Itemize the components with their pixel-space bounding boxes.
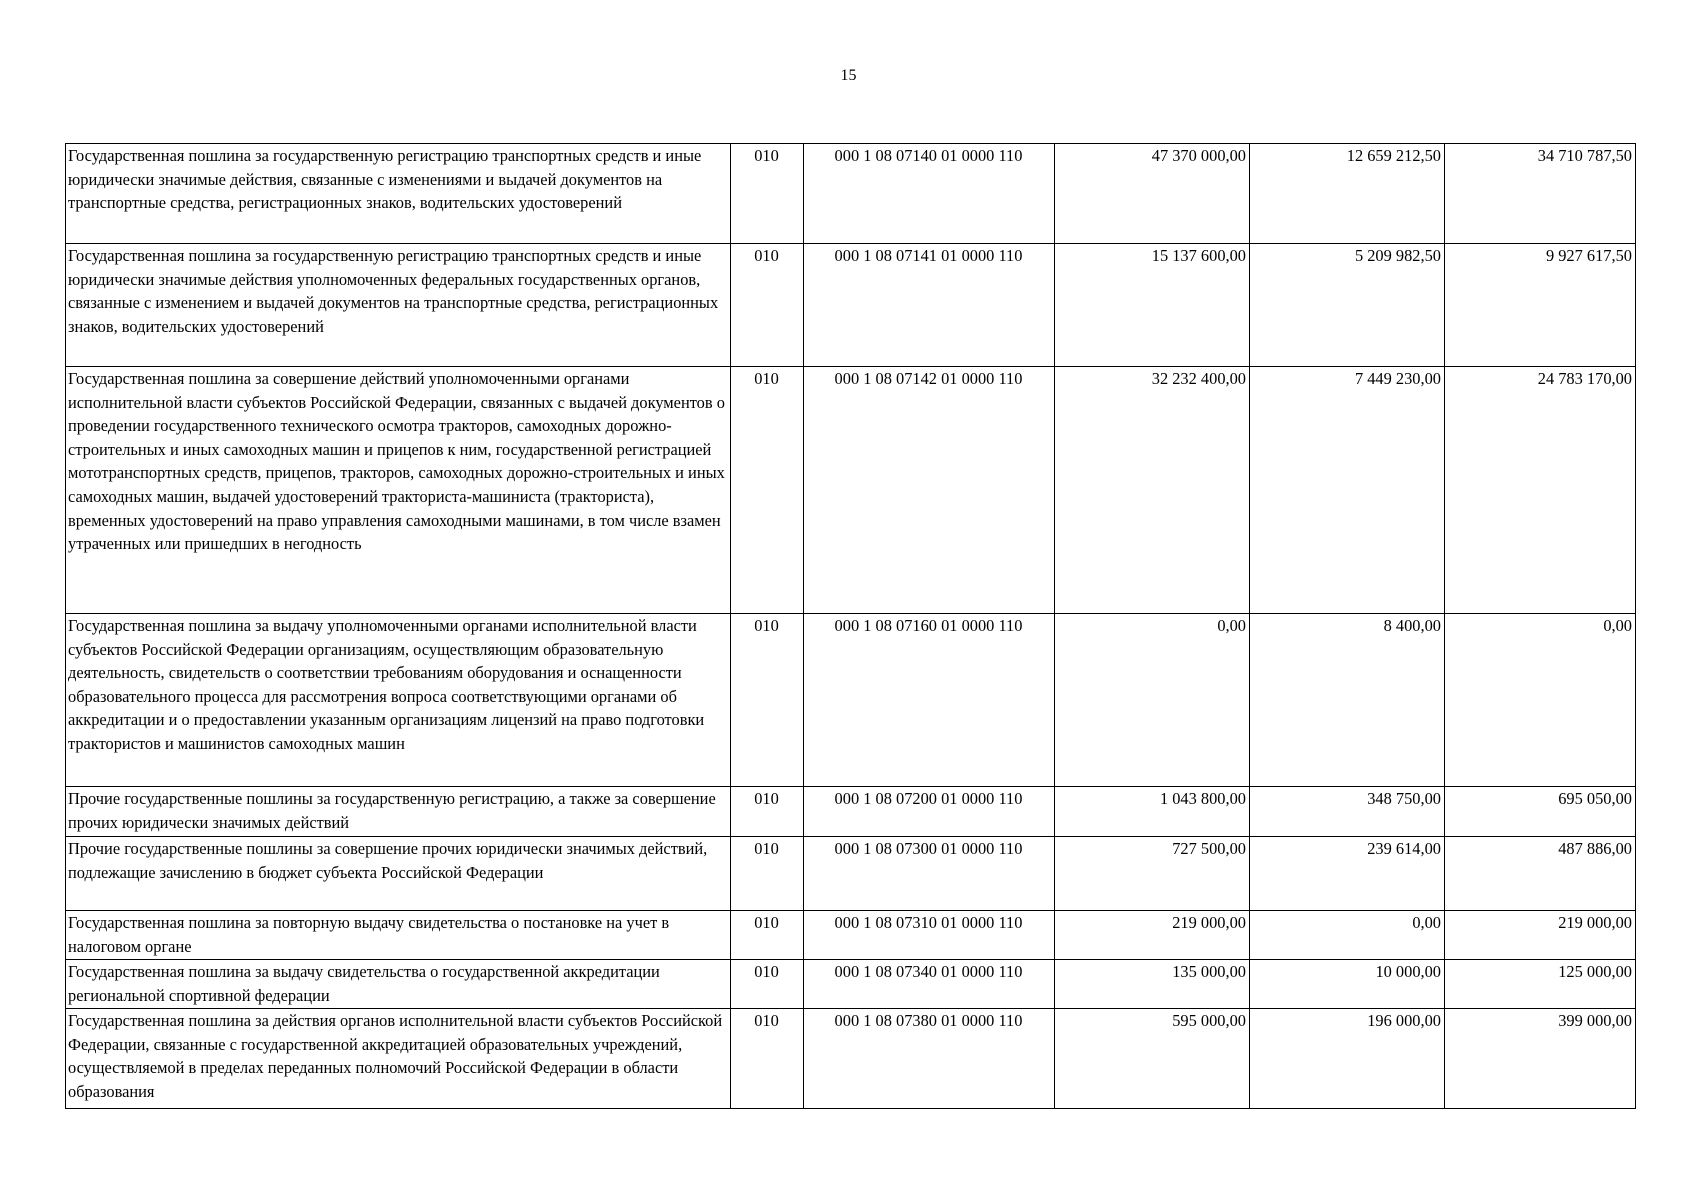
executed-amount-cell: 7 449 230,00 bbox=[1250, 367, 1445, 614]
approved-amount-cell: 32 232 400,00 bbox=[1055, 367, 1250, 614]
classification-code-cell: 000 1 08 07310 01 0000 110 bbox=[804, 911, 1055, 960]
revenue-name-cell: Государственная пошлина за действия органов исполнительной власти субъектов Российской Федерации, связанные с государственной аккредитацией образовательных учреждений, осуществляемой в пределах переданных полномочий Российской Федерации в области образования bbox=[66, 1009, 731, 1109]
unexecuted-amount-cell: 9 927 617,50 bbox=[1445, 244, 1636, 367]
classification-code-cell: 000 1 08 07160 01 0000 110 bbox=[804, 614, 1055, 787]
unexecuted-amount-cell: 695 050,00 bbox=[1445, 787, 1636, 837]
unexecuted-amount-cell: 125 000,00 bbox=[1445, 960, 1636, 1009]
approved-amount-cell: 727 500,00 bbox=[1055, 837, 1250, 911]
revenue-name-cell: Государственная пошлина за государственную регистрацию транспортных средств и иные юридически значимые действия уполномоченных федеральных государственных органов, связанные с изменением и выдачей документов на транспортные средства, регистрационных знаков, водительских удостоверений bbox=[66, 244, 731, 367]
unexecuted-amount-cell: 399 000,00 bbox=[1445, 1009, 1636, 1109]
classification-code-cell: 000 1 08 07300 01 0000 110 bbox=[804, 837, 1055, 911]
table-row bbox=[66, 1009, 1636, 1109]
revenue-name-cell: Прочие государственные пошлины за государственную регистрацию, а также за совершение прочих юридически значимых действий bbox=[66, 787, 731, 837]
executed-amount-cell: 5 209 982,50 bbox=[1250, 244, 1445, 367]
classification-code-cell: 000 1 08 07141 01 0000 110 bbox=[804, 244, 1055, 367]
line-code-cell: 010 bbox=[731, 911, 804, 960]
approved-amount-cell: 219 000,00 bbox=[1055, 911, 1250, 960]
table-row bbox=[66, 837, 1636, 911]
unexecuted-amount-cell: 487 886,00 bbox=[1445, 837, 1636, 911]
classification-code-cell: 000 1 08 07142 01 0000 110 bbox=[804, 367, 1055, 614]
table-row bbox=[66, 144, 1636, 244]
approved-amount-cell: 135 000,00 bbox=[1055, 960, 1250, 1009]
revenue-name-cell: Прочие государственные пошлины за совершение прочих юридически значимых действий, подлежащие зачислению в бюджет субъекта Российской Федерации bbox=[66, 837, 731, 911]
approved-amount-cell: 1 043 800,00 bbox=[1055, 787, 1250, 837]
table-row bbox=[66, 244, 1636, 367]
classification-code-cell: 000 1 08 07340 01 0000 110 bbox=[804, 960, 1055, 1009]
line-code-cell: 010 bbox=[731, 614, 804, 787]
line-code-cell: 010 bbox=[731, 837, 804, 911]
unexecuted-amount-cell: 0,00 bbox=[1445, 614, 1636, 787]
revenue-name-cell: Государственная пошлина за выдачу уполномоченными органами исполнительной власти субъектов Российской Федерации организациям, осуществляющим образовательную деятельность, свидетельств о соответствии требованиям оборудования и оснащенности образовательного процесса для рассмотрения вопроса соответствующими органами об аккредитации и о предоставлении указанным организациям лицензий на право подготовки трактористов и машинистов самоходных машин bbox=[66, 614, 731, 787]
executed-amount-cell: 12 659 212,50 bbox=[1250, 144, 1445, 244]
table-row bbox=[66, 614, 1636, 787]
line-code-cell: 010 bbox=[731, 367, 804, 614]
revenue-name-cell: Государственная пошлина за совершение действий уполномоченными органами исполнительной власти субъектов Российской Федерации, связанных с выдачей документов о проведении государственного технического осмотра тракторов, самоходных дорожно-строительных и иных самоходных машин и прицепов к ним, государственной регистрацией мототранспортных средств, прицепов, тракторов, самоходных дорожно-строительных и иных самоходных машин, выдачей удостоверений тракториста-машиниста (тракториста), временных удостоверений на право управления самоходными машинами, в том числе взамен утраченных или пришедших в негодность bbox=[66, 367, 731, 614]
approved-amount-cell: 47 370 000,00 bbox=[1055, 144, 1250, 244]
line-code-cell: 010 bbox=[731, 787, 804, 837]
unexecuted-amount-cell: 219 000,00 bbox=[1445, 911, 1636, 960]
unexecuted-amount-cell: 24 783 170,00 bbox=[1445, 367, 1636, 614]
revenue-name-cell: Государственная пошлина за выдачу свидетельства о государственной аккредитации региональной спортивной федерации bbox=[66, 960, 731, 1009]
classification-code-cell: 000 1 08 07380 01 0000 110 bbox=[804, 1009, 1055, 1109]
approved-amount-cell: 595 000,00 bbox=[1055, 1009, 1250, 1109]
executed-amount-cell: 0,00 bbox=[1250, 911, 1445, 960]
table-row bbox=[66, 367, 1636, 614]
executed-amount-cell: 196 000,00 bbox=[1250, 1009, 1445, 1109]
revenue-name-cell: Государственная пошлина за повторную выдачу свидетельства о постановке на учет в налоговом органе bbox=[66, 911, 731, 960]
executed-amount-cell: 239 614,00 bbox=[1250, 837, 1445, 911]
line-code-cell: 010 bbox=[731, 1009, 804, 1109]
executed-amount-cell: 10 000,00 bbox=[1250, 960, 1445, 1009]
table-row bbox=[66, 787, 1636, 837]
approved-amount-cell: 15 137 600,00 bbox=[1055, 244, 1250, 367]
page-number: 15 bbox=[840, 67, 857, 84]
classification-code-cell: 000 1 08 07140 01 0000 110 bbox=[804, 144, 1055, 244]
table-row bbox=[66, 911, 1636, 960]
executed-amount-cell: 8 400,00 bbox=[1250, 614, 1445, 787]
approved-amount-cell: 0,00 bbox=[1055, 614, 1250, 787]
line-code-cell: 010 bbox=[731, 144, 804, 244]
line-code-cell: 010 bbox=[731, 244, 804, 367]
table-row bbox=[66, 960, 1636, 1009]
revenue-name-cell: Государственная пошлина за государственную регистрацию транспортных средств и иные юридически значимые действия, связанные с изменениями и выдачей документов на транспортные средства, регистрационных знаков, водительских удостоверений bbox=[66, 144, 731, 244]
classification-code-cell: 000 1 08 07200 01 0000 110 bbox=[804, 787, 1055, 837]
executed-amount-cell: 348 750,00 bbox=[1250, 787, 1445, 837]
line-code-cell: 010 bbox=[731, 960, 804, 1009]
unexecuted-amount-cell: 34 710 787,50 bbox=[1445, 144, 1636, 244]
budget-revenue-table bbox=[65, 143, 1636, 1109]
